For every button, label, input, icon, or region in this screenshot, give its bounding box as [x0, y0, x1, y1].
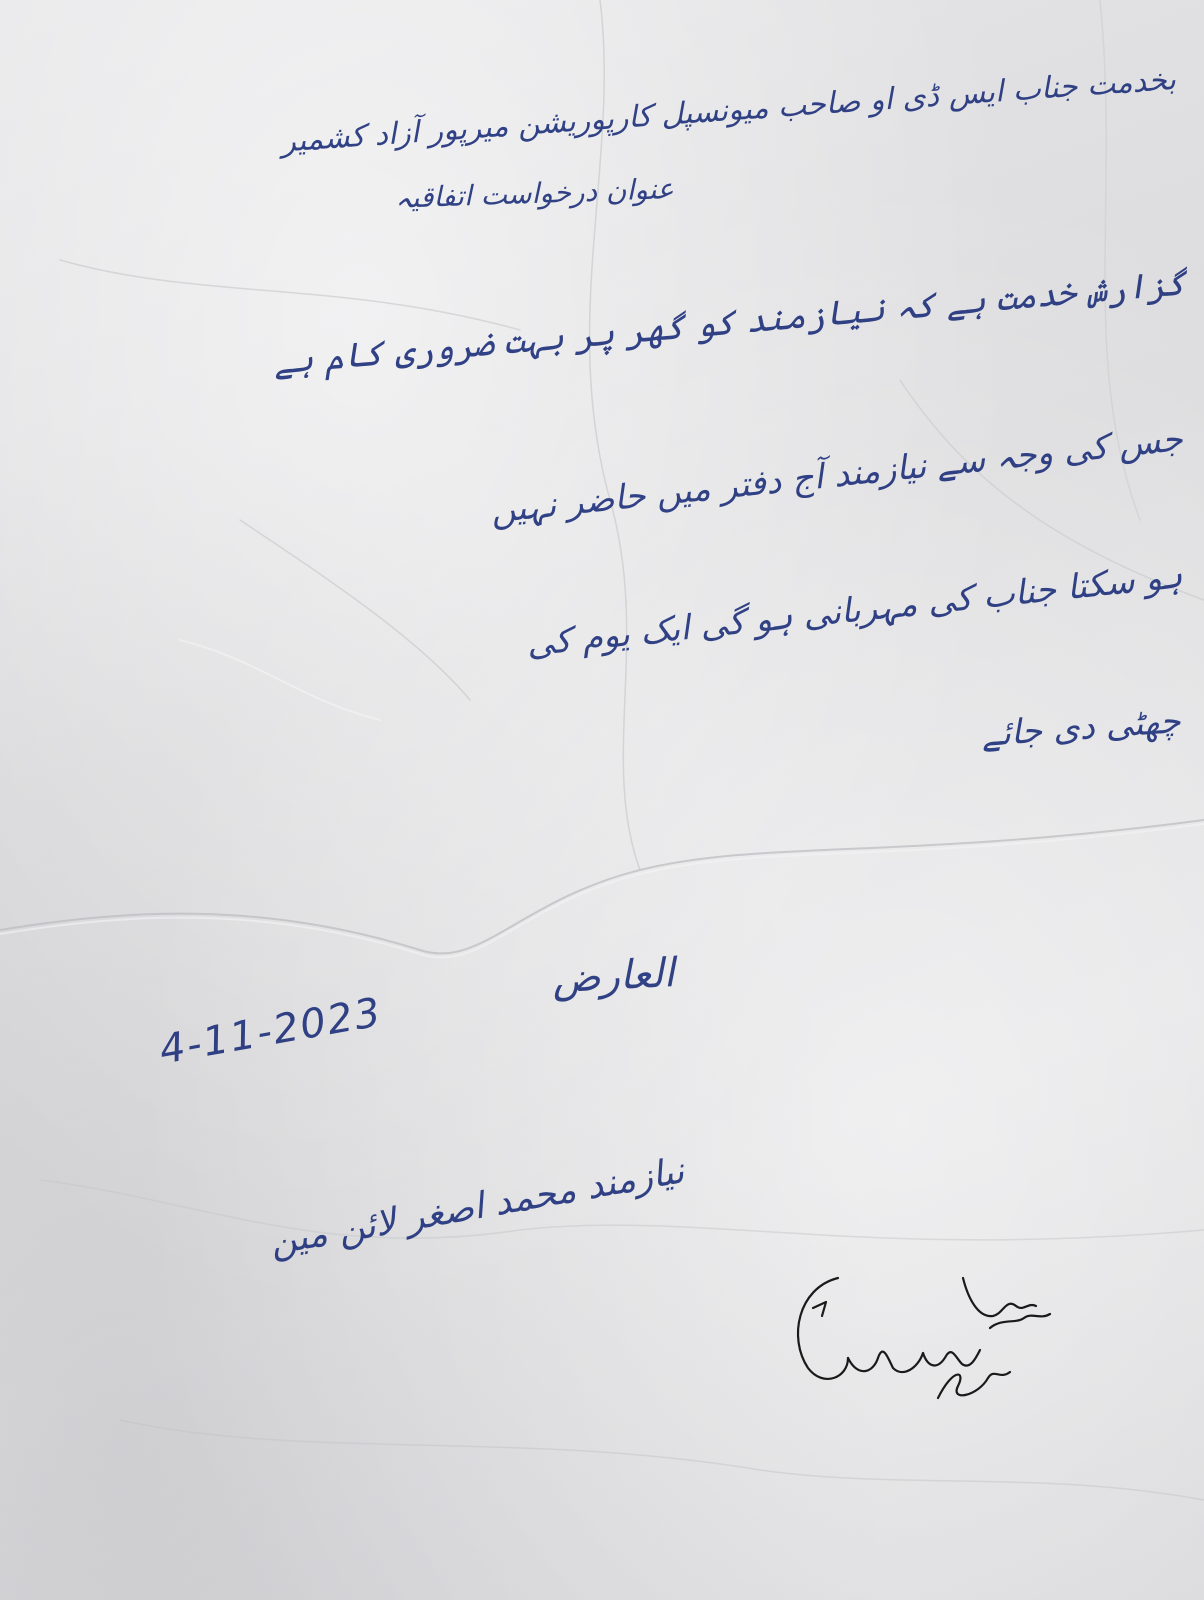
address-line-2: عنوان درخواست اتفاقیہ	[394, 172, 675, 215]
letter-date: 4-11-2023	[156, 989, 386, 1074]
body-line-4: چھٹی دی جائے	[979, 701, 1182, 755]
signature-mark	[778, 1258, 1078, 1418]
body-line-2: جس کی وجہ سے نیازمند آج دفتر میں حاضر نہیں	[488, 419, 1185, 532]
body-line-1: گزارش خدمت ہے کہ نیازمند کو گھر پر بہت ضروری کام ہے	[272, 263, 1188, 383]
address-line-1: بخدمت جناب ایس ڈی او صاحب میونسپل کارپوریشن میرپور آزاد کشمیر	[280, 62, 1178, 160]
body-line-3: ہو سکتا جناب کی مہربانی ہو گی ایک یوم کی	[524, 556, 1185, 665]
signatory-name: نیازمند محمد اصغر لائن مین	[267, 1150, 688, 1264]
closing-text: العارض	[550, 950, 676, 1003]
